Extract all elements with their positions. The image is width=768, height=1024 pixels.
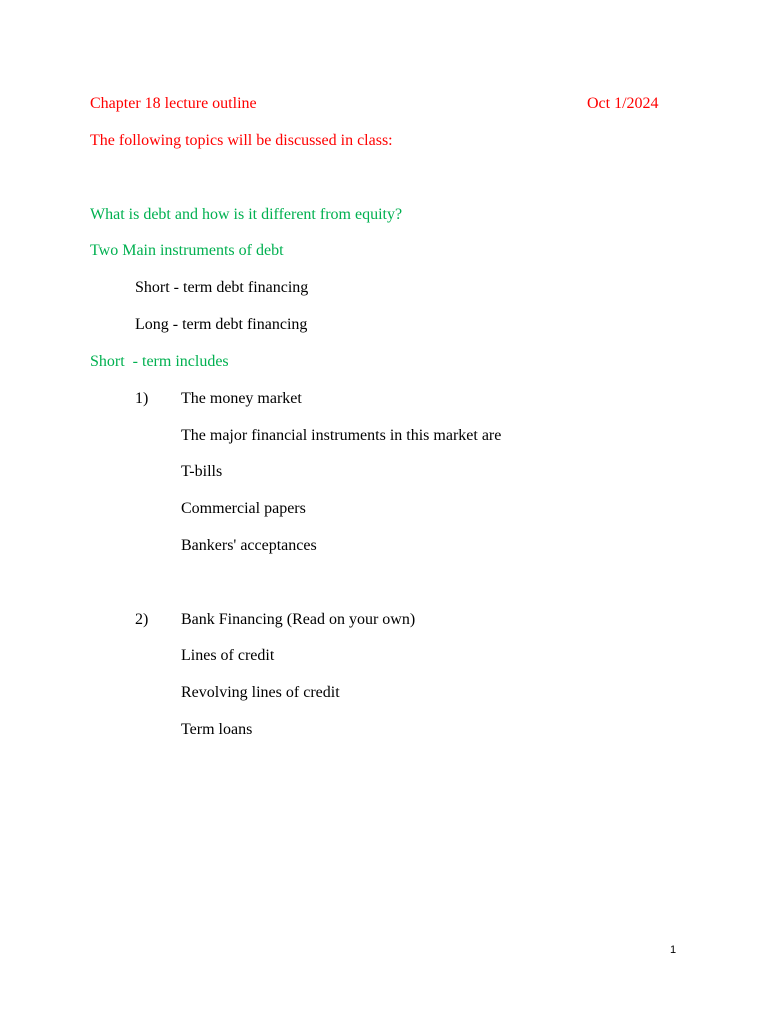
list-number-2: 2) (135, 611, 149, 628)
money-market-line: The major financial instruments in this market are (181, 427, 502, 444)
intro-text: The following topics will be discussed in class: (90, 132, 393, 149)
instrument-item-long-term: Long - term debt financing (135, 316, 308, 333)
bank-financing-title: Bank Financing (Read on your own) (181, 611, 416, 628)
bank-financing-line: Lines of credit (181, 647, 275, 664)
document-title: Chapter 18 lecture outline (90, 95, 257, 112)
short-term-heading: Short - term includes (90, 353, 229, 370)
money-market-line: T-bills (181, 463, 223, 480)
page-number: 1 (670, 944, 677, 956)
money-market-line: Commercial papers (181, 500, 306, 517)
money-market-title: The money market (181, 390, 302, 407)
instrument-item-short-term: Short - term debt financing (135, 279, 309, 296)
bank-financing-line: Revolving lines of credit (181, 684, 340, 701)
instruments-heading: Two Main instruments of debt (90, 242, 284, 259)
money-market-line: Bankers' acceptances (181, 537, 317, 554)
document-date: Oct 1/2024 (587, 95, 659, 112)
bank-financing-line: Term loans (181, 721, 253, 738)
list-number-1: 1) (135, 390, 149, 407)
debt-question: What is debt and how is it different from equity? (90, 206, 403, 223)
